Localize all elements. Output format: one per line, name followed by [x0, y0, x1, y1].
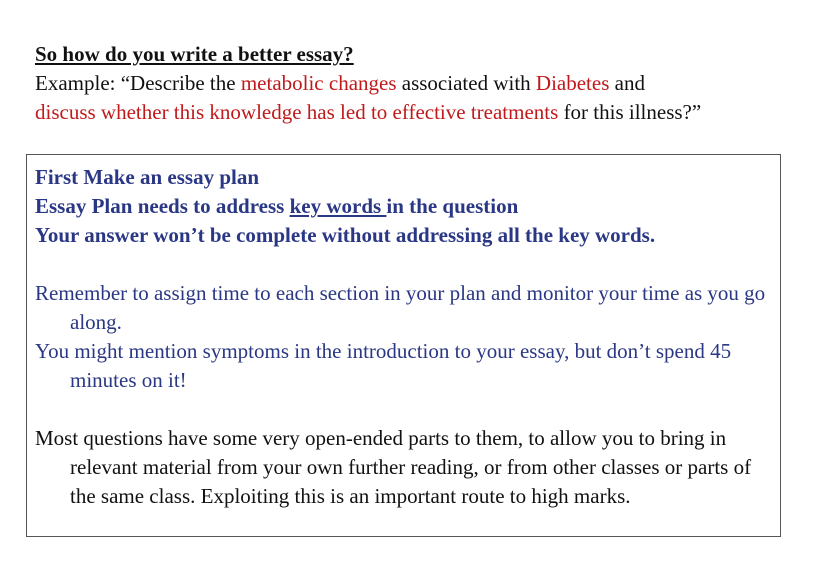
- plan-line-3: Your answer won’t be complete without addressing all the key words.: [35, 223, 656, 247]
- intro-section: [35, 40, 825, 127]
- highlight-diabetes: Diabetes: [535, 71, 610, 95]
- plan-line-1: First Make an essay plan: [35, 165, 260, 189]
- open-ended-advice: Most questions have some very open-ended parts to them, to allow you to bring in relevant material from your own further reading, or from other classes or parts of the same class. Exploiting this is an important route to high marks.: [35, 426, 752, 508]
- spacer: [35, 395, 772, 424]
- page-title: So how do you write a better essay?: [35, 42, 354, 66]
- plan-line-2-part: Essay Plan needs to address: [35, 194, 290, 218]
- example-text: associated with: [396, 71, 536, 95]
- essay-plan-box: [26, 154, 781, 537]
- plan-line-2: [35, 192, 772, 221]
- symptoms-advice: You might mention symptoms in the introduction to your essay, but don’t spend 45 minutes on it!: [35, 339, 732, 392]
- example-text: for this illness?”: [558, 100, 702, 124]
- example-question: [35, 69, 825, 127]
- highlight-discuss-treatments: discuss whether this knowledge has led to effective treatments: [35, 100, 559, 124]
- highlight-metabolic-changes: metabolic changes: [240, 71, 397, 95]
- spacer: [35, 250, 772, 279]
- plan-line-2-part: in the question: [386, 194, 519, 218]
- time-advice: Remember to assign time to each section in your plan and monitor your time as you go along.: [35, 281, 766, 334]
- example-text: Example: “Describe the: [35, 71, 241, 95]
- key-words-emphasis: key words: [289, 194, 387, 218]
- example-text: and: [609, 71, 645, 95]
